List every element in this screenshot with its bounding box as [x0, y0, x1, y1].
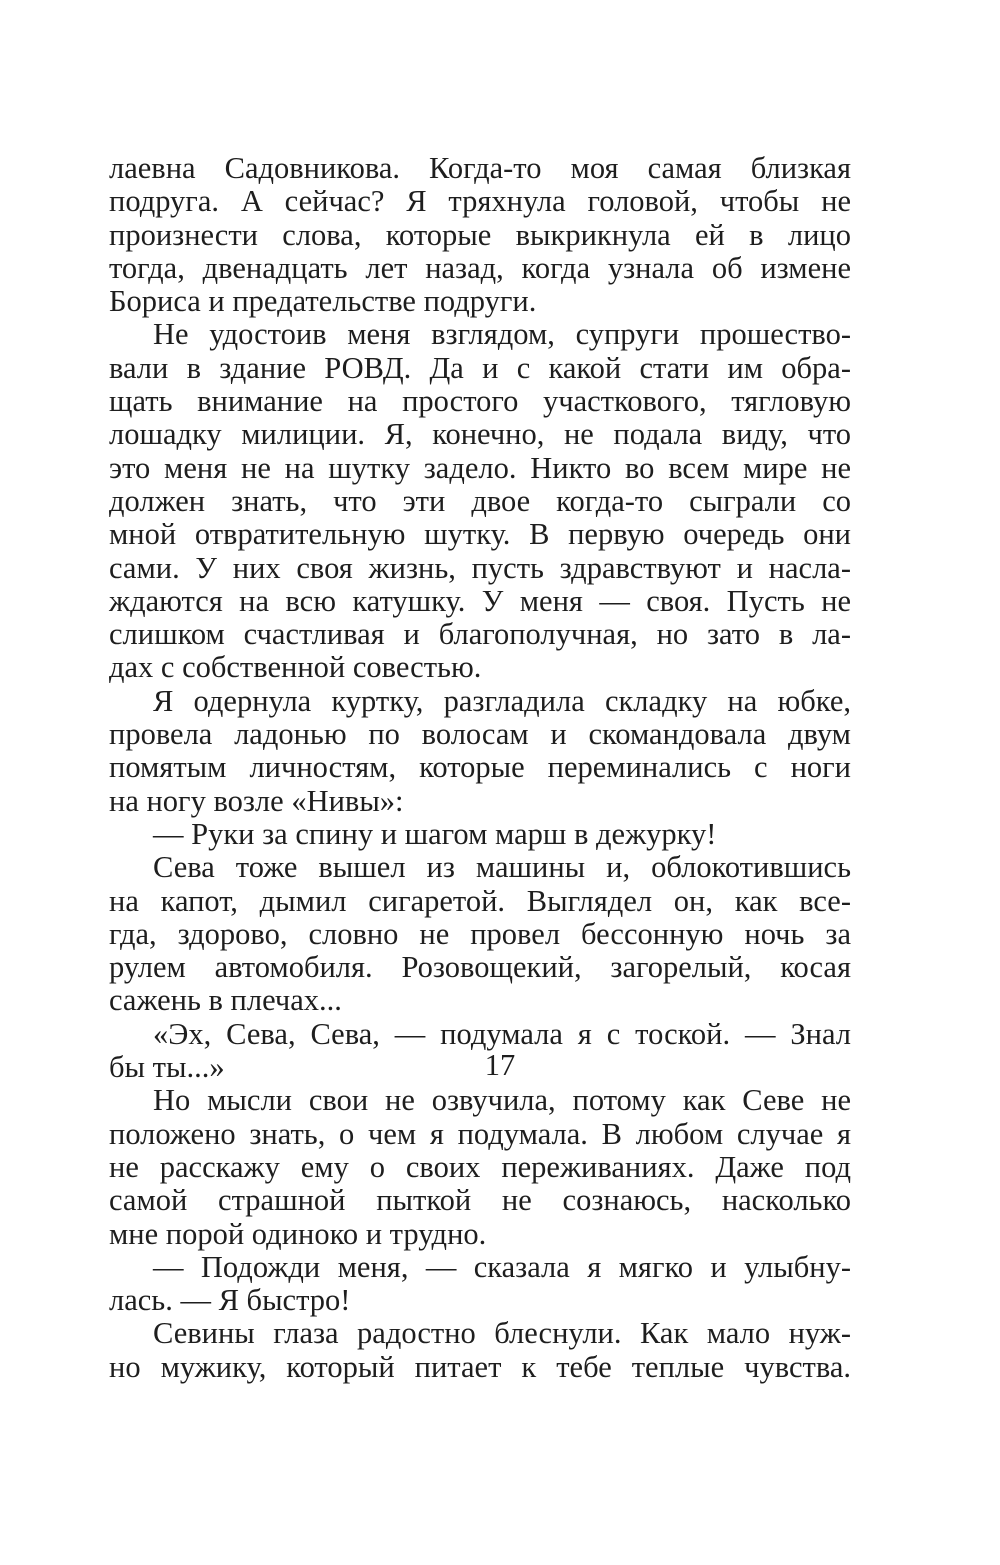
- text-line: положено знать, о чем я подумала. В любом случае я: [109, 1116, 851, 1151]
- text-line: — Руки за спину и шагом марш в дежурку!: [153, 816, 717, 851]
- text-line: это меня не на шутку задело. Никто во всем мире не: [109, 450, 851, 485]
- text-line: гда, здорово, словно не провел бессонную ночь за: [109, 916, 851, 951]
- text-line: не расскажу ему о своих переживаниях. Даже под: [109, 1149, 851, 1184]
- text-line: «Эх, Сева, Сева, — подумала я с тоской. — Знал: [153, 1016, 851, 1051]
- text-line: бы ты...»: [109, 1050, 225, 1085]
- text-line: лаевна Садовникова. Когда-то моя самая близкая: [109, 151, 851, 185]
- text-line: лошадку милиции. Я, конечно, не подала виду, что: [109, 417, 851, 452]
- text-line: провела ладонью по волосам и скомандовала двум: [109, 717, 851, 752]
- text-line: сами. У них своя жизнь, пусть здравствуют и насла-: [109, 550, 851, 585]
- text-line: Севины глаза радостно блеснули. Как мало нуж-: [153, 1316, 851, 1351]
- text-line: помятым личностям, которые переминались с ноги: [109, 750, 851, 785]
- text-line: мной отвратительную шутку. В первую очередь они: [109, 517, 851, 552]
- text-line: самой страшной пыткой не сознаюсь, насколько: [109, 1183, 851, 1218]
- text-line: слишком счастливая и благополучная, но зато в ла-: [109, 617, 851, 652]
- text-line: тогда, двенадцать лет назад, когда узнала об измене: [109, 250, 851, 285]
- text-line: дах с собственной совестью.: [109, 650, 482, 685]
- text-line: должен знать, что эти двое когда-то сыграли со: [109, 483, 851, 518]
- body-text: [109, 152, 851, 1384]
- text-line: мне порой одиноко и трудно.: [109, 1216, 487, 1251]
- text-line: вали в здание РОВД. Да и с какой стати им обра-: [109, 350, 851, 385]
- text-line: подруга. А сейчас? Я тряхнула головой, чтобы не: [109, 184, 851, 219]
- text-line: — Подожди меня, — сказала я мягко и улыбну-: [153, 1249, 851, 1284]
- text-line: Бориса и предательстве подруги.: [109, 284, 537, 319]
- text-line: на капот, дымил сигаретой. Выглядел он, как все-: [109, 883, 851, 918]
- text-line: Сева тоже вышел из машины и, облокотившись: [153, 850, 851, 885]
- text-line: Я одернула куртку, разгладила складку на юбке,: [153, 683, 851, 718]
- text-line: щать внимание на простого участкового, тягловую: [109, 384, 851, 419]
- text-line: лась. — Я быстро!: [109, 1283, 351, 1318]
- text-line: Но мысли свои не озвучила, потому как Севе не: [153, 1083, 851, 1118]
- text-line: на ногу возле «Нивы»:: [109, 783, 404, 818]
- text-line: ждаются на всю катушку. У меня — своя. Пусть не: [109, 583, 851, 618]
- text-line: произнести слова, которые выкрикнула ей в лицо: [109, 217, 851, 252]
- text-line: но мужику, который питает к тебе теплые чувства.: [109, 1349, 851, 1384]
- page-number: 17: [484, 1048, 516, 1082]
- text-line: сажень в плечах...: [109, 983, 342, 1018]
- text-line: рулем автомобиля. Розовощекий, загорелый, косая: [109, 950, 851, 985]
- text-line: Не удостоив меня взглядом, супруги прошество-: [153, 317, 851, 352]
